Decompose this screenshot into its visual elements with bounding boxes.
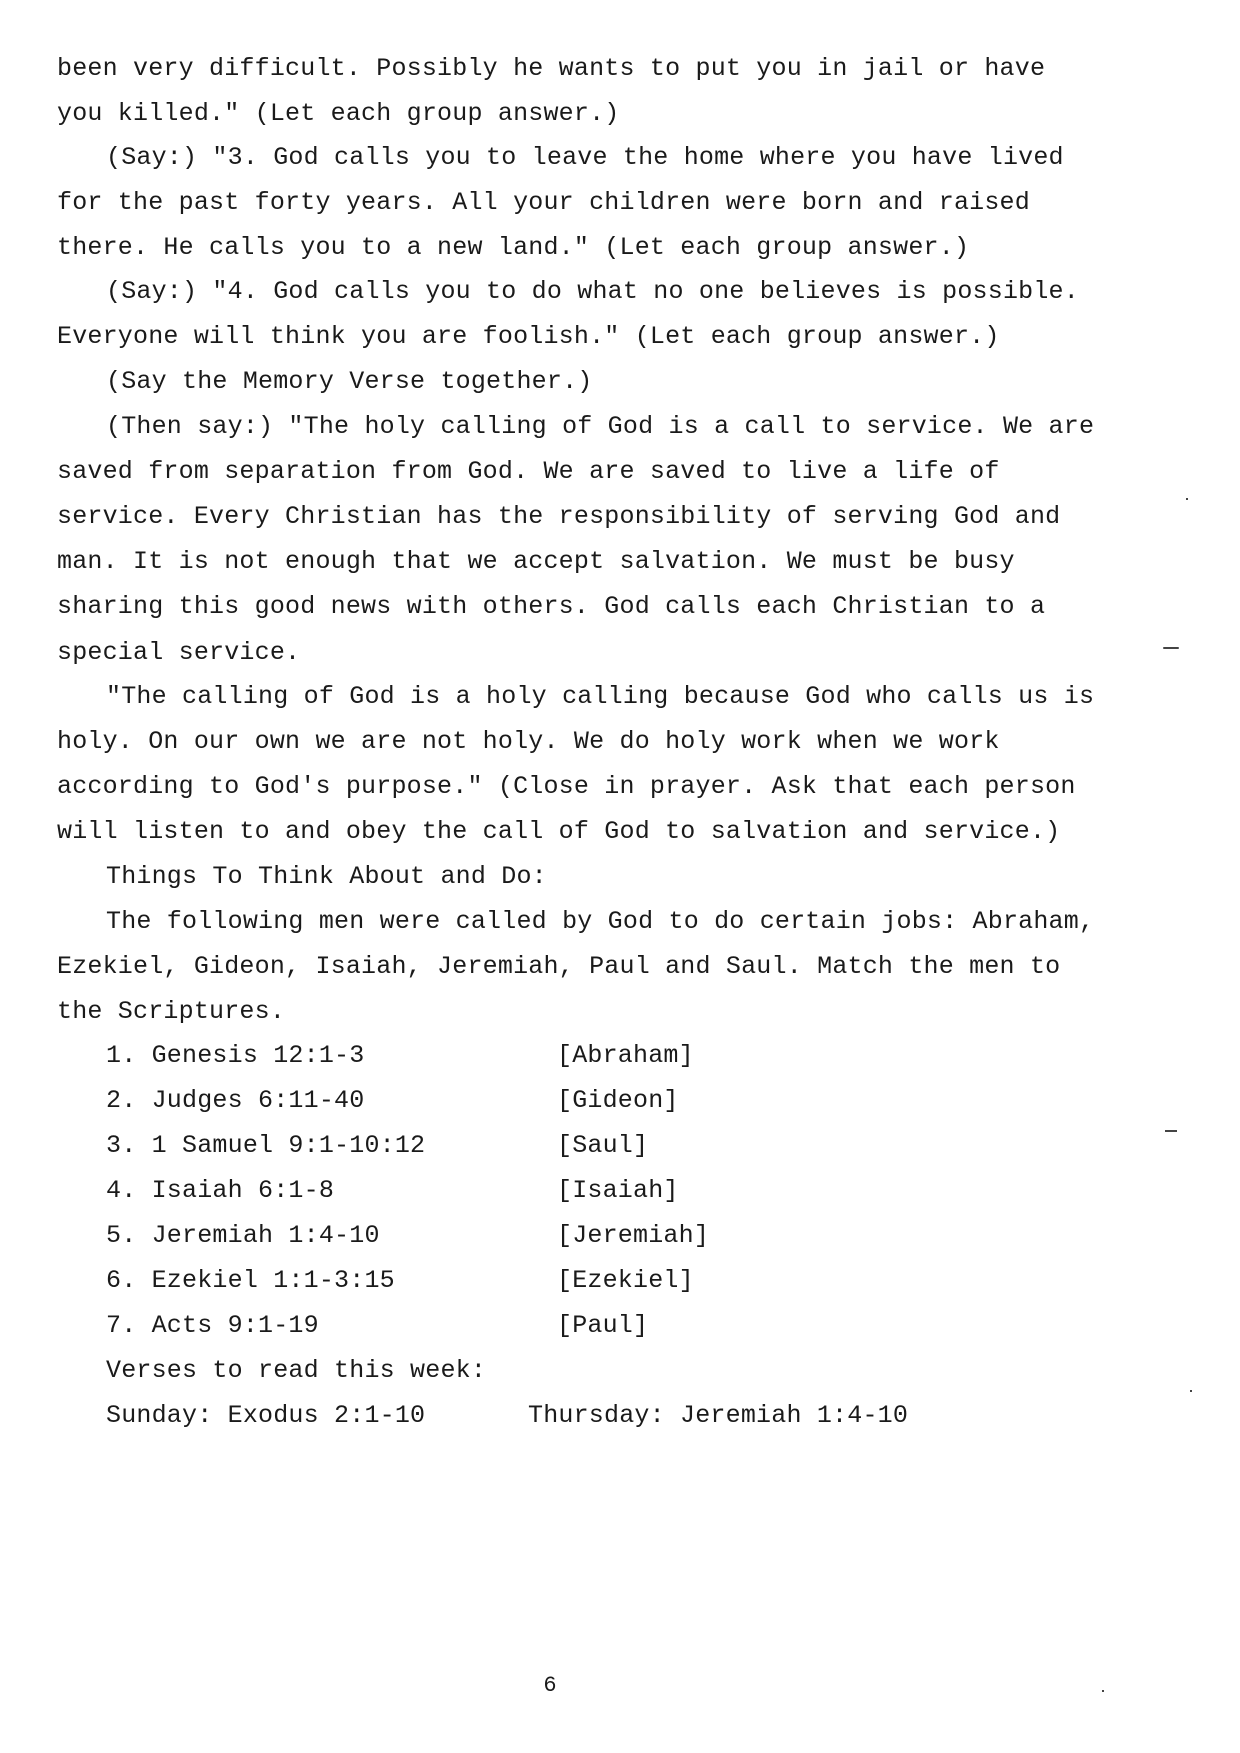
paragraph-line: for the past forty years. All your children were born and raised bbox=[57, 188, 1030, 217]
paragraph-line: (Then say:) "The holy calling of God is a call to service. We are bbox=[106, 412, 1095, 441]
scan-speck bbox=[1102, 1690, 1104, 1692]
scripture-reference: 6. Ezekiel 1:1-3:15 bbox=[106, 1266, 395, 1295]
match-answer: [Paul] bbox=[557, 1311, 649, 1340]
scan-speck bbox=[1163, 647, 1179, 649]
paragraph-line: special service. bbox=[57, 638, 301, 667]
scan-speck bbox=[1186, 498, 1188, 500]
paragraph-line: (Say:) "4. God calls you to do what no one believes is possible. bbox=[106, 277, 1079, 306]
paragraph-line: Ezekiel, Gideon, Isaiah, Jeremiah, Paul and Saul. Match the men to bbox=[57, 952, 1061, 981]
match-answer: [Isaiah] bbox=[557, 1176, 679, 1205]
paragraph-line: sharing this good news with others. God calls each Christian to a bbox=[57, 592, 1046, 621]
paragraph-line: according to God's purpose." (Close in prayer. Ask that each person bbox=[57, 772, 1076, 801]
match-answer: [Jeremiah] bbox=[557, 1221, 710, 1250]
paragraph-line: The following men were called by God to do certain jobs: Abraham, bbox=[106, 907, 1095, 936]
scan-speck bbox=[1165, 1130, 1177, 1132]
weekly-verse-thursday: Thursday: Jeremiah 1:4-10 bbox=[528, 1401, 909, 1430]
scripture-reference: 5. Jeremiah 1:4-10 bbox=[106, 1221, 380, 1250]
weekly-verses-heading: Verses to read this week: bbox=[106, 1356, 487, 1385]
paragraph-line: service. Every Christian has the responsibility of serving God and bbox=[57, 502, 1061, 531]
paragraph-line: you killed." (Let each group answer.) bbox=[57, 99, 620, 128]
scripture-reference: 1. Genesis 12:1-3 bbox=[106, 1041, 365, 1070]
paragraph-line: (Say the Memory Verse together.) bbox=[106, 367, 593, 396]
weekly-verse-sunday: Sunday: Exodus 2:1-10 bbox=[106, 1401, 426, 1430]
page-number: 6 bbox=[543, 1673, 557, 1698]
paragraph-line: holy. On our own we are not holy. We do holy work when we work bbox=[57, 727, 1000, 756]
paragraph-line: saved from separation from God. We are saved to live a life of bbox=[57, 457, 1000, 486]
paragraph-line: will listen to and obey the call of God to salvation and service.) bbox=[57, 817, 1061, 846]
scripture-reference: 3. 1 Samuel 9:1-10:12 bbox=[106, 1131, 426, 1160]
paragraph-line: the Scriptures. bbox=[57, 997, 286, 1026]
paragraph-line: man. It is not enough that we accept salvation. We must be busy bbox=[57, 547, 1015, 576]
match-answer: [Ezekiel] bbox=[557, 1266, 694, 1295]
paragraph-line: been very difficult. Possibly he wants to put you in jail or have bbox=[57, 54, 1046, 83]
paragraph-line: Everyone will think you are foolish." (Let each group answer.) bbox=[57, 322, 1000, 351]
scan-speck bbox=[1190, 1390, 1192, 1392]
scripture-reference: 7. Acts 9:1-19 bbox=[106, 1311, 319, 1340]
scripture-reference: 2. Judges 6:11-40 bbox=[106, 1086, 365, 1115]
paragraph-line: there. He calls you to a new land." (Let each group answer.) bbox=[57, 233, 970, 262]
section-heading: Things To Think About and Do: bbox=[106, 862, 547, 891]
match-answer: [Abraham] bbox=[557, 1041, 694, 1070]
paragraph-line: (Say:) "3. God calls you to leave the home where you have lived bbox=[106, 143, 1064, 172]
match-answer: [Saul] bbox=[557, 1131, 649, 1160]
paragraph-line: "The calling of God is a holy calling because God who calls us is bbox=[106, 682, 1095, 711]
match-answer: [Gideon] bbox=[557, 1086, 679, 1115]
scripture-reference: 4. Isaiah 6:1-8 bbox=[106, 1176, 335, 1205]
